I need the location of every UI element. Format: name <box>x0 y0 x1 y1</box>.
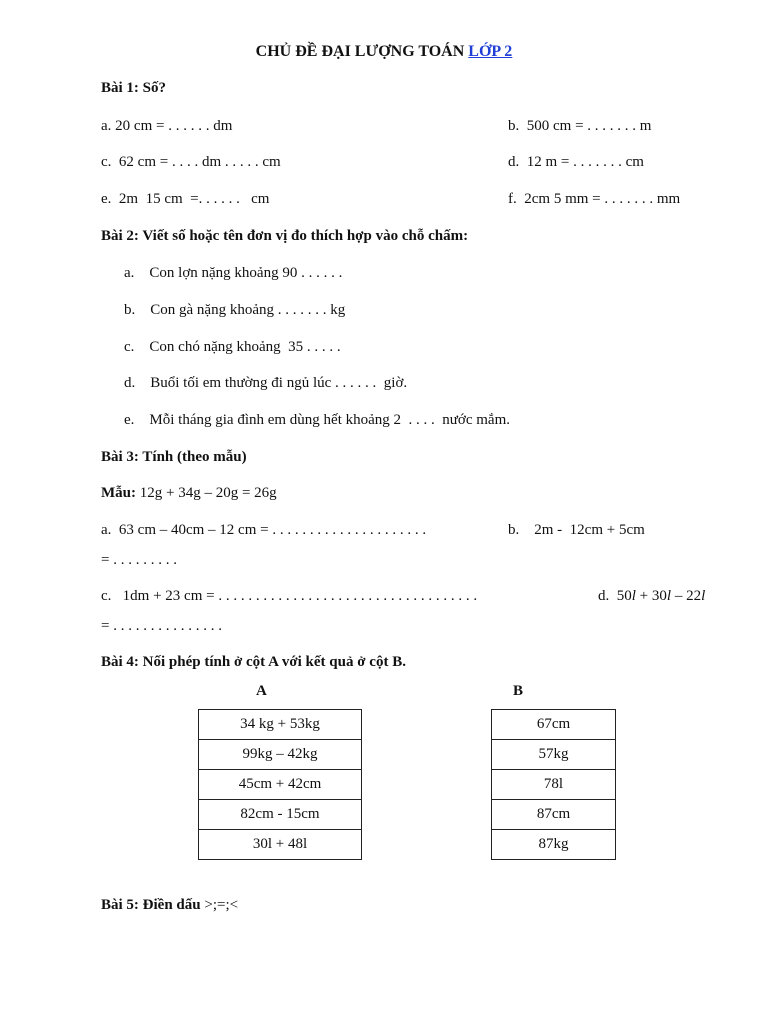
bai3-item-c: c. 1dm + 23 cm = . . . . . . . . . . . . . . . . . . . . . . . . . . . . . . . . . . . <box>101 588 478 604</box>
column-a-table <box>198 709 362 860</box>
bai1-item-c: c. 62 cm = . . . . dm . . . . . cm <box>101 154 281 170</box>
bai1-item-f: f. 2cm 5 mm = . . . . . . . mm <box>508 191 681 207</box>
table-row <box>199 770 362 800</box>
bai2-item-c: c. Con chó nặng khoảng 35 . . . . . <box>124 339 341 355</box>
column-a-cell[interactable]: 34 kg + 53kg <box>199 710 362 740</box>
column-a-cell[interactable]: 99kg – 42kg <box>199 740 362 770</box>
column-b-cell[interactable]: 87kg <box>492 830 616 860</box>
bai1-item-e: e. 2m 15 cm =. . . . . . cm <box>101 191 270 207</box>
title-text: CHỦ ĐỀ ĐẠI LƯỢNG TOÁN <box>255 43 469 60</box>
column-b-cell[interactable]: 57kg <box>492 740 616 770</box>
bai2-item-d: d. Buổi tối em thường đi ngủ lúc . . . . . . giờ. <box>124 375 408 391</box>
column-b-cell[interactable]: 78l <box>492 770 616 800</box>
bai3-item-d-result: = . . . . . . . . . . . . . . . <box>101 618 222 634</box>
bai5-heading-text: Bài 5: Điền dấu <box>101 897 205 913</box>
table-row <box>199 800 362 830</box>
column-a-label: A <box>256 683 267 699</box>
bai2-item-a: a. Con lợn nặng khoảng 90 . . . . . . <box>124 265 343 281</box>
bai3-heading: Bài 3: Tính (theo mẫu) <box>101 449 247 465</box>
bai1-heading: Bài 1: Số? <box>101 80 167 96</box>
bai3-item-b-result: = . . . . . . . . . <box>101 552 177 568</box>
column-b-cell[interactable]: 87cm <box>492 800 616 830</box>
example-expression: 12g + 34g – 20g = 26g <box>136 485 277 501</box>
table-row <box>492 740 616 770</box>
table-row <box>199 830 362 860</box>
bai5-signs: >;=;< <box>204 897 239 913</box>
table-row <box>199 740 362 770</box>
column-b-cell[interactable]: 67cm <box>492 710 616 740</box>
column-b-label: B <box>513 683 524 699</box>
item-d-part3: – 22 <box>671 588 702 604</box>
bai5-heading <box>101 897 238 914</box>
column-b-table <box>491 709 616 860</box>
bai1-item-a: a. 20 cm = . . . . . . dm <box>101 118 233 134</box>
table-row <box>492 830 616 860</box>
bai1-item-d: d. 12 m = . . . . . . . cm <box>508 154 644 170</box>
bai3-item-d <box>598 588 705 605</box>
title-grade-link[interactable]: LỚP 2 <box>468 43 513 60</box>
table-row <box>492 710 616 740</box>
column-a-cell[interactable]: 82cm - 15cm <box>199 800 362 830</box>
bai3-item-b: b. 2m - 12cm + 5cm <box>508 522 645 538</box>
bai3-example <box>101 485 277 502</box>
unit-liter: l <box>631 588 636 604</box>
bai2-heading: Bài 2: Viết số hoặc tên đơn vị đo thích hợp vào chỗ chấm: <box>101 228 469 244</box>
example-label: Mẫu: <box>101 485 136 501</box>
table-row <box>492 800 616 830</box>
item-d-part1: d. 50 <box>598 588 632 604</box>
bai4-heading: Bài 4: Nối phép tính ở cột A với kết quả ở cột B. <box>101 654 406 670</box>
item-d-part2: + 30 <box>635 588 667 604</box>
bai2-item-b: b. Con gà nặng khoảng . . . . . . . kg <box>124 302 346 318</box>
bai1-item-b: b. 500 cm = . . . . . . . m <box>508 118 652 134</box>
bai3-item-a: a. 63 cm – 40cm – 12 cm = . . . . . . . . . . . . . . . . . . . . . <box>101 522 427 538</box>
table-row <box>199 710 362 740</box>
bai2-item-e: e. Mỗi tháng gia đình em dùng hết khoảng 2 . . . . nước mắm. <box>124 412 511 428</box>
page-title <box>0 43 768 61</box>
unit-liter: l <box>701 588 706 604</box>
table-row <box>492 770 616 800</box>
column-a-cell[interactable]: 45cm + 42cm <box>199 770 362 800</box>
unit-liter: l <box>666 588 672 604</box>
column-a-cell[interactable]: 30l + 48l <box>199 830 362 860</box>
